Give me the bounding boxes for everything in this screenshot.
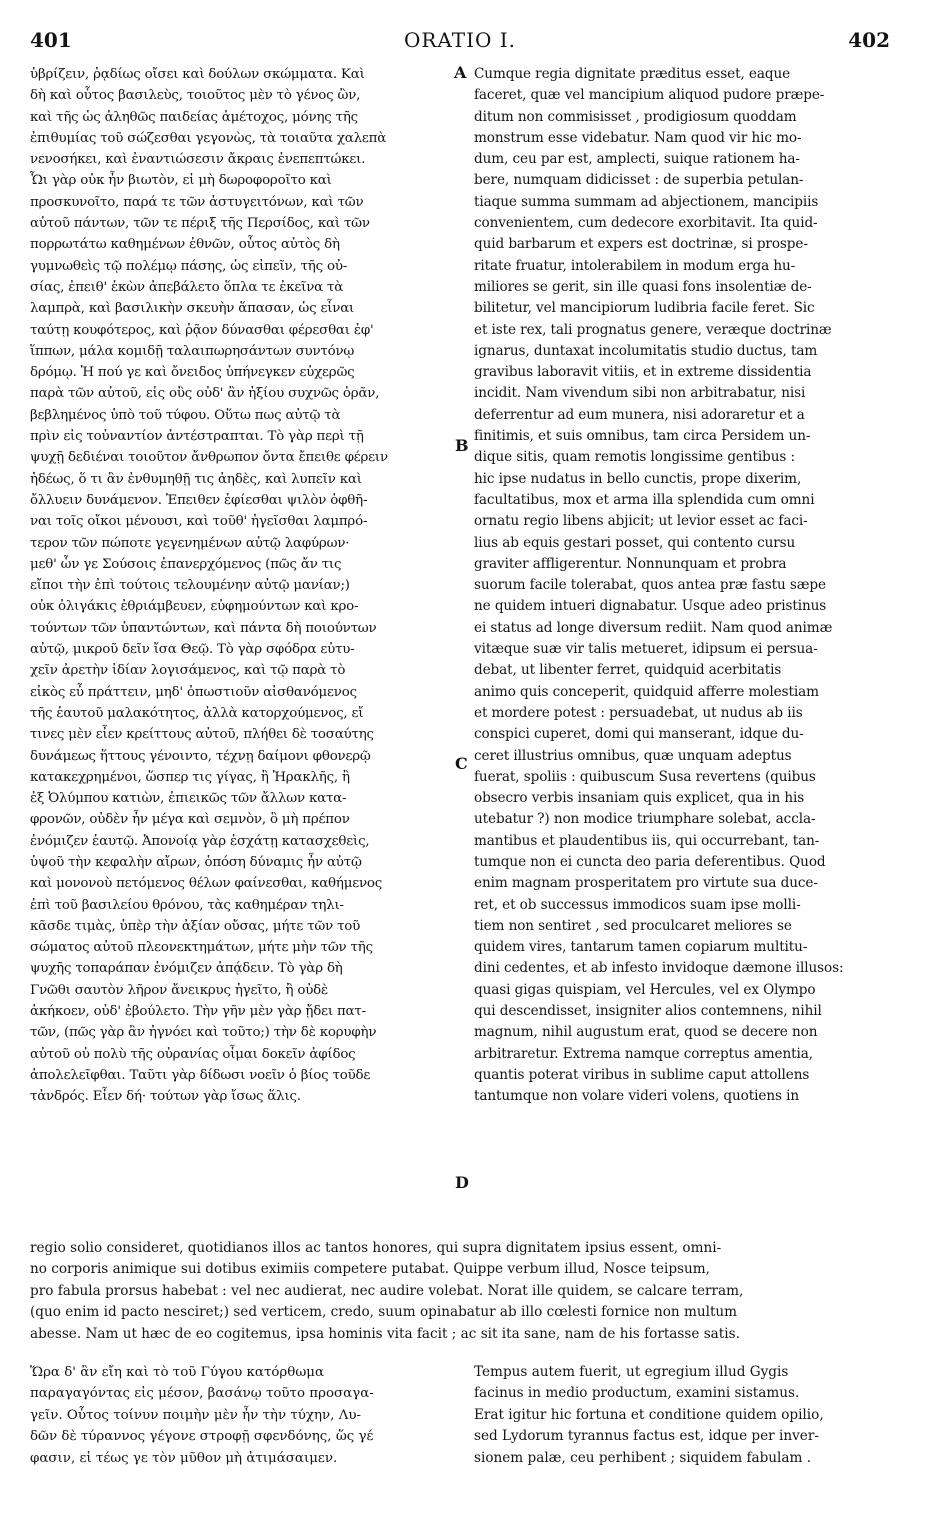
running-title: ORATIO I. [403, 28, 517, 52]
latin-text-line: dum, ceu par est, amplecti, suique rationem ha- [474, 151, 800, 168]
latin-text-line: quidem vires, tantarum tamen copiarum multitu- [474, 939, 808, 956]
latin-text-line: miliores se gerit, sin ille quasi fons insolentiæ de- [474, 278, 812, 295]
greek-text-line: ταύτῃ κουφότερος, καὶ ῥᾷον δύνασθαι φέρεσθαι ἐφ' [30, 322, 374, 338]
latin-text-line: bilitetur, vel mancipiorum ludibria facile feret. Sic [474, 300, 815, 317]
greek-text-line: καὶ μονονοὺ πετόμενος θέλων φαίνεσθαι, καθήμενος [30, 876, 383, 892]
greek-text-line: πορρωτάτω καθημένων ἐθνῶν, οὗτος αὐτὸς δὴ [30, 237, 340, 253]
section-marker-a: A [454, 63, 467, 82]
greek-text-line: τούντων τῶν ὑπαντώντων, καὶ πάντα δὴ ποιούντων [30, 620, 377, 636]
greek-text-line: Ὥρα δ' ἂν εἴη καὶ τὸ τοῦ Γύγου κατόρθωμα [30, 1365, 325, 1380]
full-width-text-line: no corporis animique sui dotibus eximiis competere putabat. Quippe verbum illud, Nosce teipsum, [30, 1261, 710, 1278]
greek-text-line: ἵππων, μάλα κομιδῇ ταλαιπωρησάντων συντόνῳ [30, 343, 355, 359]
greek-text-line: ἐνόμιζεν ἑαυτῷ. Ἀπονοίᾳ γὰρ ἐσχάτῃ κατασχεθεὶς, [30, 833, 370, 849]
greek-text-line: νενοσήκει, καὶ ἐναντιώσεσιν ἄκραις ἐνεπεπτώκει. [30, 152, 366, 168]
latin-text-line: ei status ad longe diversum rediit. Nam quod animæ [474, 619, 833, 636]
latin-text-line: et iste rex, tali prognatus genere, veræque doctrinæ [474, 321, 832, 338]
greek-text-line: βεβλημένος ὑπὸ τοῦ τύφου. Οὕτω πως αὐτῷ τὰ [30, 407, 341, 423]
latin-text-line: ignarus, duntaxat incolumitatis studio ductus, tam [474, 342, 818, 359]
latin-text-line: Erat igitur hic fortuna et conditione quidem opilio, [474, 1406, 824, 1423]
greek-text-line: ἐπὶ τοῦ βασιλείου θρόνου, τὰς καθημέραν τηλι- [30, 897, 344, 913]
latin-text-line: magnum, nihil augustum erat, quod se decere non [474, 1024, 818, 1041]
full-width-text-line: (quo enim id pacto nesciret;) sed verticem, credo, suum opinabatur ab illo cœlesti fornice non multum [30, 1304, 738, 1321]
latin-text-line: hic ipse nudatus in bello cunctis, prope dixerim, [474, 470, 802, 487]
greek-text-line: καὶ τῆς ὡς ἀληθῶς παιδείας ἀμέτοχος, μόνης τῆς [30, 109, 358, 125]
latin-text-line: tumque non ei cuncta deo paria deferentibus. Quod [474, 853, 826, 870]
greek-text-line: χεῖν ἀρετὴν ἰδίαν λογισάμενος, καὶ τῷ παρὰ τὸ [30, 663, 346, 679]
greek-text-column [30, 64, 456, 1108]
greek-text-line: ψυχῇ δεδιέναι τοιοῦτον ἄνθρωπον ὄντα ἔπειθε φέρειν [30, 450, 388, 466]
greek-text-line: αὐτοῦ πάντων, τῶν τε πέριξ τῆς Περσίδος, καὶ τῶν [30, 216, 370, 232]
latin-text-line: graviter affligerentur. Nonnunquam et probra [474, 555, 787, 572]
latin-text-line: dique sitis, quam remotis longissime gentibus : [474, 449, 795, 466]
greek-text-line: εἰκὸς εὖ πράττειν, μηδ' ὁπωστιοῦν αἰσθανόμενος [30, 684, 357, 700]
greek-text-line: ψυχῆς τοπαράπαν ἐνόμιζεν ἀπᾴδειν. Τὸ γὰρ δὴ [30, 961, 343, 977]
greek-text-line: ἀκήκοεν, οὐδ' ἐβούλετο. Τὴν γῆν μὲν γὰρ ᾔδει πατ- [30, 1004, 366, 1020]
section-marker-d: D [455, 1173, 469, 1192]
latin-text-line: monstrum esse videbatur. Nam quod vir hic mo- [474, 129, 802, 146]
page-number-left: 401 [30, 28, 72, 52]
latin-gyges-paragraph [474, 1362, 894, 1469]
latin-text-line: incidit. Nam vivendum sibi non arbitrabatur, nisi [474, 385, 806, 402]
greek-text-line: ἐπιθυμίας τοῦ σώζεσθαι γεγονὼς, τὰ τοιαῦτα χαλεπὰ [30, 130, 387, 146]
greek-text-line: ναι τοῖς οἴκοι μένουσι, καὶ τοῦθ' ἡγεῖσθαι λαμπρό- [30, 514, 368, 530]
greek-text-line: Γνῶθι σαυτὸν λῆρον ἄνεικρυς ἡγεῖτο, ἢ οὐδὲ [30, 982, 328, 998]
latin-text-line: ditum non commisisset , prodigiosum quoddam [474, 108, 797, 125]
running-header [30, 28, 890, 58]
greek-text-line: τἀνδρός. Εἶεν δή· τούτων γὰρ ἴσως ἅλις. [30, 1089, 301, 1105]
greek-text-line: γεῖν. Οὗτος τοίνυν ποιμὴν μὲν ἦν τὴν τύχην, Λυ- [30, 1407, 362, 1423]
latin-text-line: deferrentur ad eum munera, nisi adoraretur et a [474, 406, 805, 423]
greek-text-line: πρὶν εἰς τοὐναντίον ἀντέστραπται. Τὸ γὰρ περὶ τῇ [30, 429, 364, 445]
greek-text-line: γυμνωθεὶς τῷ πολέμῳ πάσης, ὡς εἰπεῖν, τῆς οὐ- [30, 258, 348, 274]
latin-text-line: convenientem, cum dedecore exorbitavit. Ita quid- [474, 215, 818, 232]
latin-text-line: gravibus laboravit vitiis, et in extreme dissidentia [474, 364, 812, 381]
latin-text-line: bere, numquam didicisset : de superbia petulan- [474, 172, 804, 189]
greek-text-line: τινες μὲν εἶεν κρείττους αὐτοῦ, πλήθει δὲ τοσαύτης [30, 727, 374, 743]
latin-text-line: facultatibus, mox et arma illa splendida cum omni [474, 491, 815, 508]
latin-text-line: utebatur ?) non modice triumphare solebat, accla- [474, 811, 816, 828]
page-number-right: 402 [848, 28, 890, 52]
greek-text-line: δῶν δὲ τύραννος γέγονε στροφῇ σφενδόνης, ὥς γέ [30, 1429, 374, 1445]
latin-text-line: arbitraretur. Extrema namque correptus amentia, [474, 1045, 813, 1062]
latin-text-line: debat, ut libenter ferret, quidquid acerbitatis [474, 662, 782, 679]
greek-text-line: δυνάμεως ἥττους γένοιντο, τέχνῃ δαίμονι φθονερῷ [30, 748, 371, 764]
latin-text-line: ornatu regio libens abjicit; ut levior esset ac faci- [474, 513, 808, 530]
greek-text-line: ὄλλυειν δυνάμενον. Ἐπειθεν ἐφίεσθαι ψιλὸν ὀφθῆ- [30, 492, 368, 508]
greek-text-line: φασιν, εἰ τέως γε τὸν μῦθον μὴ ἀτιμάσαιμεν. [30, 1450, 338, 1466]
full-width-text-line: pro fabula prorsus habebat : vel nec audierat, nec audire volebat. Norat ille quidem, se calcare terram, [30, 1282, 744, 1299]
greek-text-line: ἐξ Ὀλύμπου κατιὼν, ἐπιεικῶς τῶν ἄλλων κατα- [30, 791, 347, 807]
greek-text-line: τῆς ἑαυτοῦ μαλακότητος, ἀλλὰ κατορχούμενος, εἴ [30, 705, 364, 721]
latin-text-line: sionem palæ, ceu perhibent ; siquidem fabulam . [474, 1449, 812, 1466]
latin-text-line: ritate fruatur, intolerabilem in modum erga hu- [474, 257, 796, 274]
latin-text-line: quasi gigas quispiam, vel Hercules, vel ex Olympo [474, 981, 816, 998]
greek-text-line: τερον τῶν πώποτε γεγενημένων αὐτῷ λαφύρων· [30, 535, 350, 551]
latin-text-line: fuerat, spoliis : quibuscum Susa revertens (quibus [474, 768, 816, 785]
latin-text-line: tantumque non volare videri volens, quotiens in [474, 1088, 799, 1105]
latin-text-line: suorum facile tolerabat, quos antea præ fastu sæpe [474, 577, 826, 594]
greek-text-line: αὐτῷ, μικροῦ δεῖν ἴσα Θεῷ. Τὸ γὰρ σφόδρα εὐτυ- [30, 642, 355, 658]
greek-text-line: προσκυνοῖτο, παρά τε τῶν ἀστυγειτόνων, καὶ τῶν [30, 194, 364, 210]
latin-text-line: qui descendisset, insigniter alios contemnens, nihil [474, 1003, 822, 1020]
latin-text-line: conspici cuperet, domi qui manserant, idque du- [474, 726, 804, 743]
greek-text-line: παραγαγόντας εἰς μέσον, βασάνῳ τοῦτο προσαγα- [30, 1386, 374, 1402]
greek-text-line: ὑβρίζειν, ῥᾳδίως οἴσει καὶ δούλων σκώμματα. Καὶ [30, 67, 365, 82]
section-marker-c: C [455, 754, 468, 773]
greek-text-line: σίας, ἐπειθ' ἑκὼν ἀπεβάλετο ὅπλα τε ἐκεῖνα τὰ [30, 279, 344, 295]
latin-text-line: quid barbarum et expers est doctrinæ, si prospe- [474, 236, 808, 253]
greek-text-line: λαμπρὰ, καὶ βασιλικὴν σκευὴν ἅπασαν, ὡς εἶναι [30, 301, 355, 317]
latin-text-line: faceret, quæ vel mancipium aliquod pudore præpe- [474, 87, 825, 104]
greek-text-line: δρόμῳ. Ἡ πού γε καὶ ὄνειδος ὑπήνεγκεν εὐχερῶς [30, 365, 355, 381]
section-marker-b: B [455, 436, 469, 455]
greek-text-line: παρὰ τῶν αὐτοῦ, εἰς οὓς οὐδ' ἂν ἠξίου συχνῶς ὁρᾶν, [30, 386, 380, 402]
greek-text-line: φρονῶν, οὐδὲν ἦν μέγα καὶ σεμνὸν, ὃ μὴ πρέπον [30, 812, 350, 828]
full-width-text-line: regio solio consideret, quotidianos illos ac tantos honores, qui supra dignitatem ipsius essent, omni- [30, 1240, 722, 1256]
greek-text-line: εἴποι τὴν ἐπὶ τούτοις τελουμένην αὐτῷ μανίαν;) [30, 578, 350, 594]
greek-text-line: κᾶσδε τιμὰς, ὑπὲρ τὴν ἀξίαν οὔσας, μήτε τῶν τοῦ [30, 918, 361, 934]
latin-text-line: tiaque summa summam ad abjectionem, mancipiis [474, 193, 819, 210]
greek-text-line: αὐτοῦ οὐ πολὺ τῆς οὐρανίας οἶμαι δοκεῖν ἀφίδος [30, 1046, 356, 1062]
greek-text-line: δὴ καὶ οὗτος βασιλεὺς, τοιοῦτος μὲν τὸ γένος ὢν, [30, 88, 361, 104]
latin-text-line: tiem non sentiret , sed proculcaret meliores se [474, 917, 792, 934]
greek-text-line: κατακεχρημένοι, ὥσπερ τις γίγας, ἢ Ἡρακλῆς, ἢ [30, 769, 350, 785]
latin-text-line: ceret illustrius omnibus, quæ unquam adeptus [474, 747, 792, 764]
full-width-latin-paragraph [30, 1238, 892, 1345]
latin-text-line: et mordere potest : persuadebat, ut nudus ab iis [474, 704, 803, 721]
latin-text-line: finitimis, et suis omnibus, tam circa Persidem un- [474, 428, 811, 445]
greek-text-line: ὑψοῦ τὴν κεφαλὴν αἴρων, ὁπόση δύναμις ἦν αὐτῷ [30, 854, 362, 870]
latin-text-line: facinus in medio productum, examini sistamus. [474, 1385, 800, 1402]
latin-text-line: enim magnam prosperitatem pro virtute sua duce- [474, 875, 818, 892]
latin-text-line: ret, et ob successus immodicos suam ipse molli- [474, 896, 801, 913]
latin-text-line: lius ab equis gestari posset, qui contento cursu [474, 534, 796, 551]
greek-text-line: ἡδέως, ὅ τι ἂν ἐνθυμηθῇ τις ἀηδὲς, καὶ λυπεῖν καὶ [30, 471, 362, 487]
latin-text-line: obsecro verbis insaniam quis explicet, qua in his [474, 790, 805, 807]
latin-text-line: dini cedentes, et ab infesto invidoque dæmone illusos: [474, 960, 844, 977]
greek-text-line: τῶν, (πῶς γὰρ ἂν ἠγνόει καὶ τοῦτο;) τὴν δὲ κορυφὴν [30, 1025, 377, 1041]
greek-gyges-paragraph [30, 1362, 456, 1469]
greek-text-line: Ὧι γὰρ οὐκ ἦν βιωτὸν, εἰ μὴ δωροφοροῖτο καὶ [30, 173, 332, 189]
greek-text-line: σώματος αὐτοῦ πλεονεκτημάτων, μήτε μὴν τῶν τῆς [30, 940, 373, 956]
greek-text-line: μεθ' ὧν γε Σούσοις ἐπανερχόμενος (πῶς ἄν τις [30, 556, 342, 572]
full-width-text-line: abesse. Nam ut hæc de eo cogitemus, ipsa hominis vita facit ; ac sit ita sane, nam de his fortasse satis. [30, 1325, 740, 1342]
greek-text-line: ἀπολελεῖφθαι. Ταῦτι γὰρ δίδωσι νοεῖν ὁ βίος τοῦδε [30, 1067, 371, 1083]
latin-text-line: Tempus autem fuerit, ut egregium illud Gygis [474, 1364, 789, 1380]
latin-text-line: mantibus et plaudentibus iis, qui occurrebant, tan- [474, 832, 820, 849]
latin-text-line: sed Lydorum tyrannus factus est, idque per inver- [474, 1428, 819, 1445]
latin-text-column [474, 64, 894, 1108]
latin-text-line: vitæque suæ vir talis metueret, idipsum ei persua- [474, 641, 818, 658]
latin-text-line: animo quis conceperit, quidquid afferre molestiam [474, 683, 819, 700]
latin-text-line: ne quidem intueri dignabatur. Usque adeo pristinus [474, 598, 827, 615]
latin-text-line: Cumque regia dignitate præditus esset, eaque [474, 66, 791, 82]
latin-text-line: quantis poterat viribus in sublime caput attollens [474, 1066, 810, 1083]
greek-text-line: οὐκ ὀλιγάκις ἐθριάμβευεν, εὐφημούντων καὶ κρο- [30, 599, 359, 615]
